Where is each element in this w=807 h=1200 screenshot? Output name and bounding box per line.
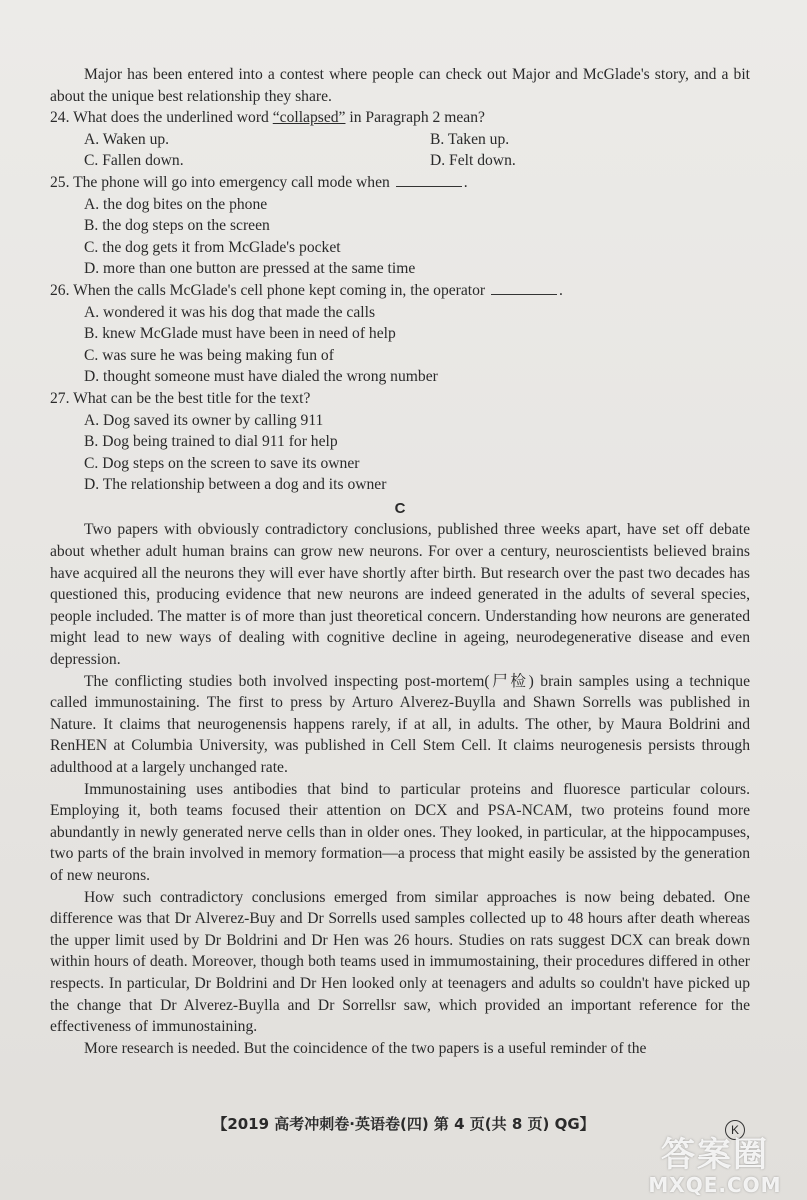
passage-paragraph-5: More research is needed. But the coincidence of the two papers is a useful reminder of the	[84, 1039, 647, 1057]
question-25-option-b: B. the dog steps on the screen	[84, 217, 270, 235]
question-26-option-d: D. thought someone must have dialed the wrong number	[84, 368, 438, 386]
question-25-option-c: C. the dog gets it from McGlade's pocket	[84, 238, 341, 256]
passage-paragraph-2: The conflicting studies both involved inspecting post-mortem(尸检) brain samples using a technique called immunostaining. The first to press by Arturo Alverez-Buylla and Shawn Sorrells was published in Nature. It claims that neurogenensis happens rarely, if at all, in adults. The other, by Maura Boldrini and RenHEN at Columbia University, was published in Cell Stem Cell. It claims neurogenesis persists through adulthood at a largely unchanged rate.	[50, 672, 750, 776]
question-24-stem-after: in Paragraph 2 mean?	[345, 109, 485, 127]
question-25-stem: 25. The phone will go into emergency call mode when	[50, 173, 390, 191]
circled-k-mark: K	[725, 1120, 745, 1140]
question-27-option-a: A. Dog saved its owner by calling 911	[84, 411, 324, 429]
question-26-option-a: A. wondered it was his dog that made the calls	[84, 303, 376, 321]
site-watermark	[630, 1135, 800, 1195]
question-26-option-b: B. knew McGlade must have been in need of help	[84, 325, 396, 343]
question-24-option-b: B. Taken up.	[430, 130, 510, 148]
watermark-logo-text: 答案圈	[661, 1135, 769, 1175]
passage-paragraph-4: How such contradictory conclusions emerged from similar approaches is now being debated. One difference was that Dr Alverez-Buy and Dr Sorrells used samples collected up to 48 hours after death whereas the upper limit used by Dr Boldrini and Dr Hen was 26 hours. Studies on rats suggest DCX can break down within hours of death. Moreover, though both teams used in immumostaining, their procedures differed in other respects. In particular, Dr Boldrini and Dr Hen looked only at teenagers and adults so couldn't have picked up the change that Dr Alverez-Buylla and Dr Sorrellsr saw, which provided an important reference for the effectiveness of immunostaining.	[50, 888, 750, 1036]
answer-blank	[491, 280, 557, 295]
question-26-option-c: C. was sure he was being making fun of	[84, 346, 334, 364]
question-25-stem-end: .	[463, 173, 468, 191]
question-27-option-d: D. The relationship between a dog and its owner	[84, 476, 387, 494]
question-24-stem-underlined: “collapsed”	[272, 109, 346, 127]
answer-blank	[396, 172, 462, 187]
reading-passage	[50, 519, 750, 1059]
question-24-option-a: A. Waken up.	[84, 130, 170, 148]
question-24-option-d: D. Felt down.	[430, 152, 516, 170]
question-26	[50, 280, 750, 388]
question-24-option-c: C. Fallen down.	[84, 152, 184, 170]
question-27-stem: 27. What can be the best title for the text?	[50, 389, 311, 407]
question-26-stem-end: .	[559, 281, 563, 299]
question-24	[50, 107, 750, 172]
question-24-stem-before: 24. What does the underlined word	[50, 109, 273, 127]
question-27-option-b: B. Dog being trained to dial 911 for help	[84, 433, 338, 451]
question-25	[50, 172, 750, 280]
intro-paragraph: Major has been entered into a contest where people can check out Major and McGlade's story, and a bit about the unique best relationship they share.	[50, 66, 750, 105]
page-footer: 【2019 高考冲刺卷·英语卷(四) 第 4 页(共 8 页) QG】	[212, 1115, 595, 1133]
section-heading: C	[394, 499, 406, 517]
passage-paragraph-3: Immunostaining uses antibodies that bind to particular proteins and fluoresce particular colours. Employing it, both teams focused their attention on DCX and PSA-NCAM, two proteins found more abundantly in newly generated nerve cells than in older ones. They looked, in particular, at the hippocampuses, two parts of the brain involved in memory formation—a process that might easily be assisted by the generation of new neurons.	[50, 780, 750, 884]
passage-paragraph-1: Two papers with obviously contradictory conclusions, published three weeks apart, have set off debate about whether adult human brains can grow new neurons. For over a century, neuroscientists believed brains have acquired all the neurons they will ever have shortly after birth. But research over the past two decades has questioned this, producing evidence that new neurons are indeed generated in the adults of several species, people included. The matter is of more than just theoretical concern. Understanding how neurons are generated might lead to new ways of dealing with cognitive decline in ageing, neurodegenerative disease and even depression.	[50, 521, 750, 669]
question-27	[50, 388, 750, 496]
question-25-option-d: D. more than one button are pressed at the same time	[84, 260, 416, 278]
page-content	[50, 64, 750, 1059]
question-27-option-c: C. Dog steps on the screen to save its owner	[84, 454, 360, 472]
watermark-url: MXQE.COM	[648, 1173, 782, 1197]
question-25-option-a: A. the dog bites on the phone	[84, 195, 268, 213]
question-26-stem: 26. When the calls McGlade's cell phone kept coming in, the operator	[50, 281, 486, 299]
